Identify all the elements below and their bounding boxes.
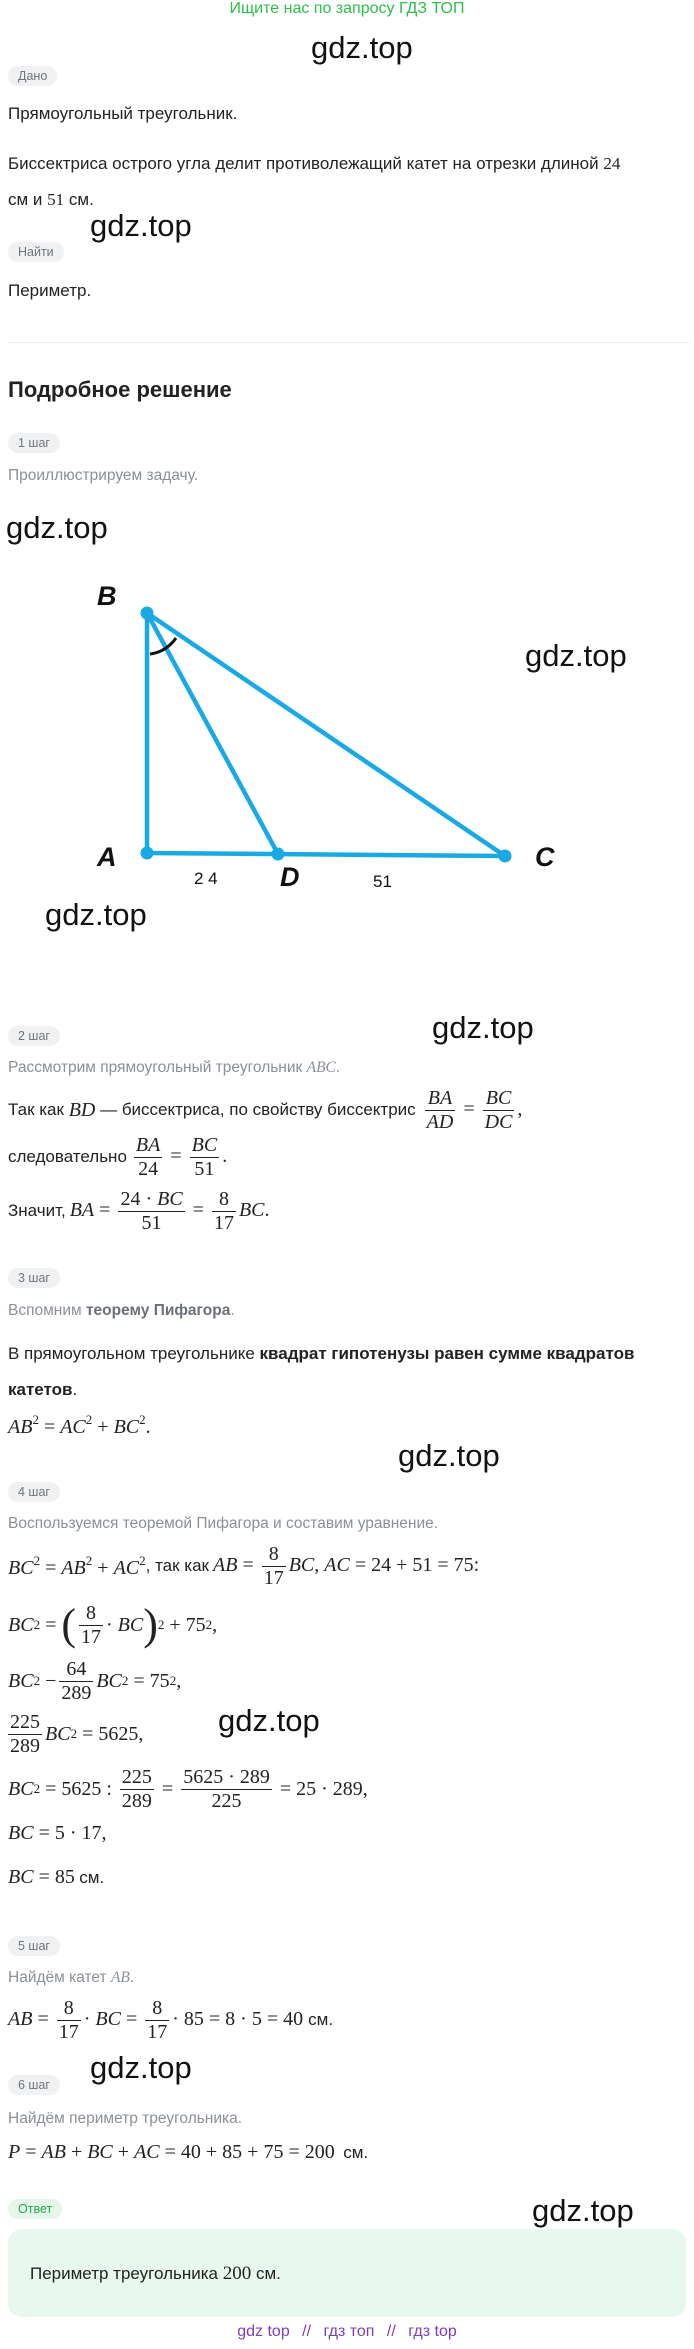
step-5-line: AB = $\frac{8}{17}$ · BC = $\frac{8}{17}$ · 85 = 8 · 5 = 40 см.: [8, 1996, 334, 2043]
step-4-hint: Воспользуемся теоремой Пифагора и составим уравнение.: [8, 1515, 439, 1532]
point-a: [141, 847, 154, 860]
point-d: [272, 848, 285, 861]
footer-link-3[interactable]: гдз top: [408, 2323, 457, 2340]
watermark: gdz.top: [311, 30, 413, 65]
search-banner[interactable]: Ищите нас по запросу ГДЗ ТОП: [229, 0, 465, 17]
step-6-line: P = AB + BC + AC = 40 + 85 + 75 = 200 см.: [8, 2141, 369, 2163]
step-3: [8, 1268, 60, 1288]
find-badge: Найти: [8, 242, 64, 262]
step-2-badge: 2 шаг: [8, 1026, 60, 1046]
answer-text: Периметр треугольника 200 см.: [30, 2263, 281, 2284]
answer-section: [8, 2199, 62, 2219]
watermark: gdz.top: [45, 897, 147, 932]
given-line-1: Прямоугольный треугольник.: [8, 104, 238, 123]
step-3-badge: 3 шаг: [8, 1268, 60, 1288]
given-section: [8, 66, 57, 86]
step-4-line-3: BC 2 − $\frac{64}{289}$ BC 2 = 75 2 ,: [8, 1657, 182, 1704]
footer-link-1[interactable]: gdz top: [237, 2323, 290, 2340]
answer-badge: Ответ: [8, 2199, 62, 2219]
step-4-line-1: $BC^2 = AB^2 + AC^2$ , так как AB = $\frac{8}{17}$ BC, AC = 24 + 51 = 75:: [8, 1542, 480, 1589]
label-d: D: [280, 862, 300, 892]
step-3-hint: Вспомним теорему Пифагора.: [8, 1302, 235, 1319]
step-5-badge: 5 шаг: [8, 1936, 60, 1956]
step-4-line-4: $\frac{225}{289}$ BC 2 = 5625,: [10, 1710, 144, 1757]
point-c: [499, 850, 512, 863]
side-ac: [147, 853, 505, 856]
segment-ad-length: 2 4: [194, 869, 218, 888]
step-3-text: В прямоугольном треугольнике квадрат гипотенузы равен сумме квадратов катетов.: [8, 1344, 635, 1399]
step-1-badge: 1 шаг: [8, 433, 60, 453]
step-2-line-1: Так как BD — биссектриса, по свойству биссектрис $\frac{BA}{AD}$ = $\frac{BC}{DC}$ ,: [8, 1086, 523, 1133]
pythagorean-formula: $AB^2 = AC^2 + BC^2$.: [8, 1412, 151, 1438]
step-4-line-5: BC 2 = 5625 : $\frac{225}{289}$ = $\frac{5625 \cdot 289}{225}$ = 25 · 289,: [8, 1765, 368, 1812]
point-b: [141, 607, 154, 620]
triangle-figure: [0, 560, 694, 920]
watermark: gdz.top: [398, 1438, 500, 1473]
given-badge: Дано: [8, 66, 57, 86]
watermark: gdz.top: [6, 510, 108, 545]
step-6-badge: 6 шаг: [8, 2075, 60, 2095]
step-2: [8, 1026, 60, 1046]
watermark: gdz.top: [90, 208, 192, 243]
step-1-hint: Проиллюстрируем задачу.: [8, 467, 199, 484]
solution-heading: Подробное решение: [8, 377, 232, 402]
step-6: [8, 2075, 60, 2095]
step-2-hint: Рассмотрим прямоугольный треугольник ABC.: [8, 1059, 341, 1076]
step-4-line-7: BC = 85 см.: [8, 1866, 105, 1888]
step-4-line-2: BC 2 = ( $\frac{8}{17}$ · BC ) 2 + 75 2 ,: [8, 1600, 218, 1649]
segment-dc-length: 51: [373, 872, 392, 891]
divider: [8, 342, 690, 343]
footer-link-2[interactable]: гдз топ: [323, 2323, 375, 2340]
watermark: gdz.top: [525, 638, 627, 673]
footer-separator: //: [302, 2323, 312, 2340]
watermark: gdz.top: [432, 1010, 534, 1045]
label-a: A: [97, 842, 117, 872]
side-bc: [147, 613, 505, 856]
footer-links: [0, 2323, 694, 2341]
step-2-line-2: следовательно $\frac{BA}{24}$ = $\frac{BC}{51}$ .: [8, 1133, 228, 1180]
footer-separator: //: [386, 2323, 396, 2340]
step-6-hint: Найдём периметр треугольника.: [8, 2110, 243, 2127]
step-4-badge: 4 шаг: [8, 1482, 60, 1502]
given-line-2: Биссектриса острого угла делит противолежащий катет на отрезки длиной 24 см и 51 см.: [8, 154, 621, 209]
watermark: gdz.top: [218, 1703, 320, 1738]
step-5-hint: Найдём катет AB.: [8, 1969, 135, 1986]
step-2-line-3: Значит, BA = $\frac{24 \cdot BC}{51}$ = $\frac{8}{17}$ BC.: [8, 1187, 270, 1234]
label-c: C: [535, 842, 555, 872]
find-text: Периметр.: [8, 281, 92, 300]
watermark: gdz.top: [532, 2193, 634, 2228]
step-5: [8, 1936, 60, 1956]
watermark: gdz.top: [90, 2050, 192, 2085]
step-1: [8, 433, 60, 453]
step-4: [8, 1482, 60, 1502]
label-b: B: [97, 581, 117, 611]
step-4-line-6: BC = 5 · 17,: [8, 1822, 107, 1844]
find-section: [8, 242, 64, 262]
